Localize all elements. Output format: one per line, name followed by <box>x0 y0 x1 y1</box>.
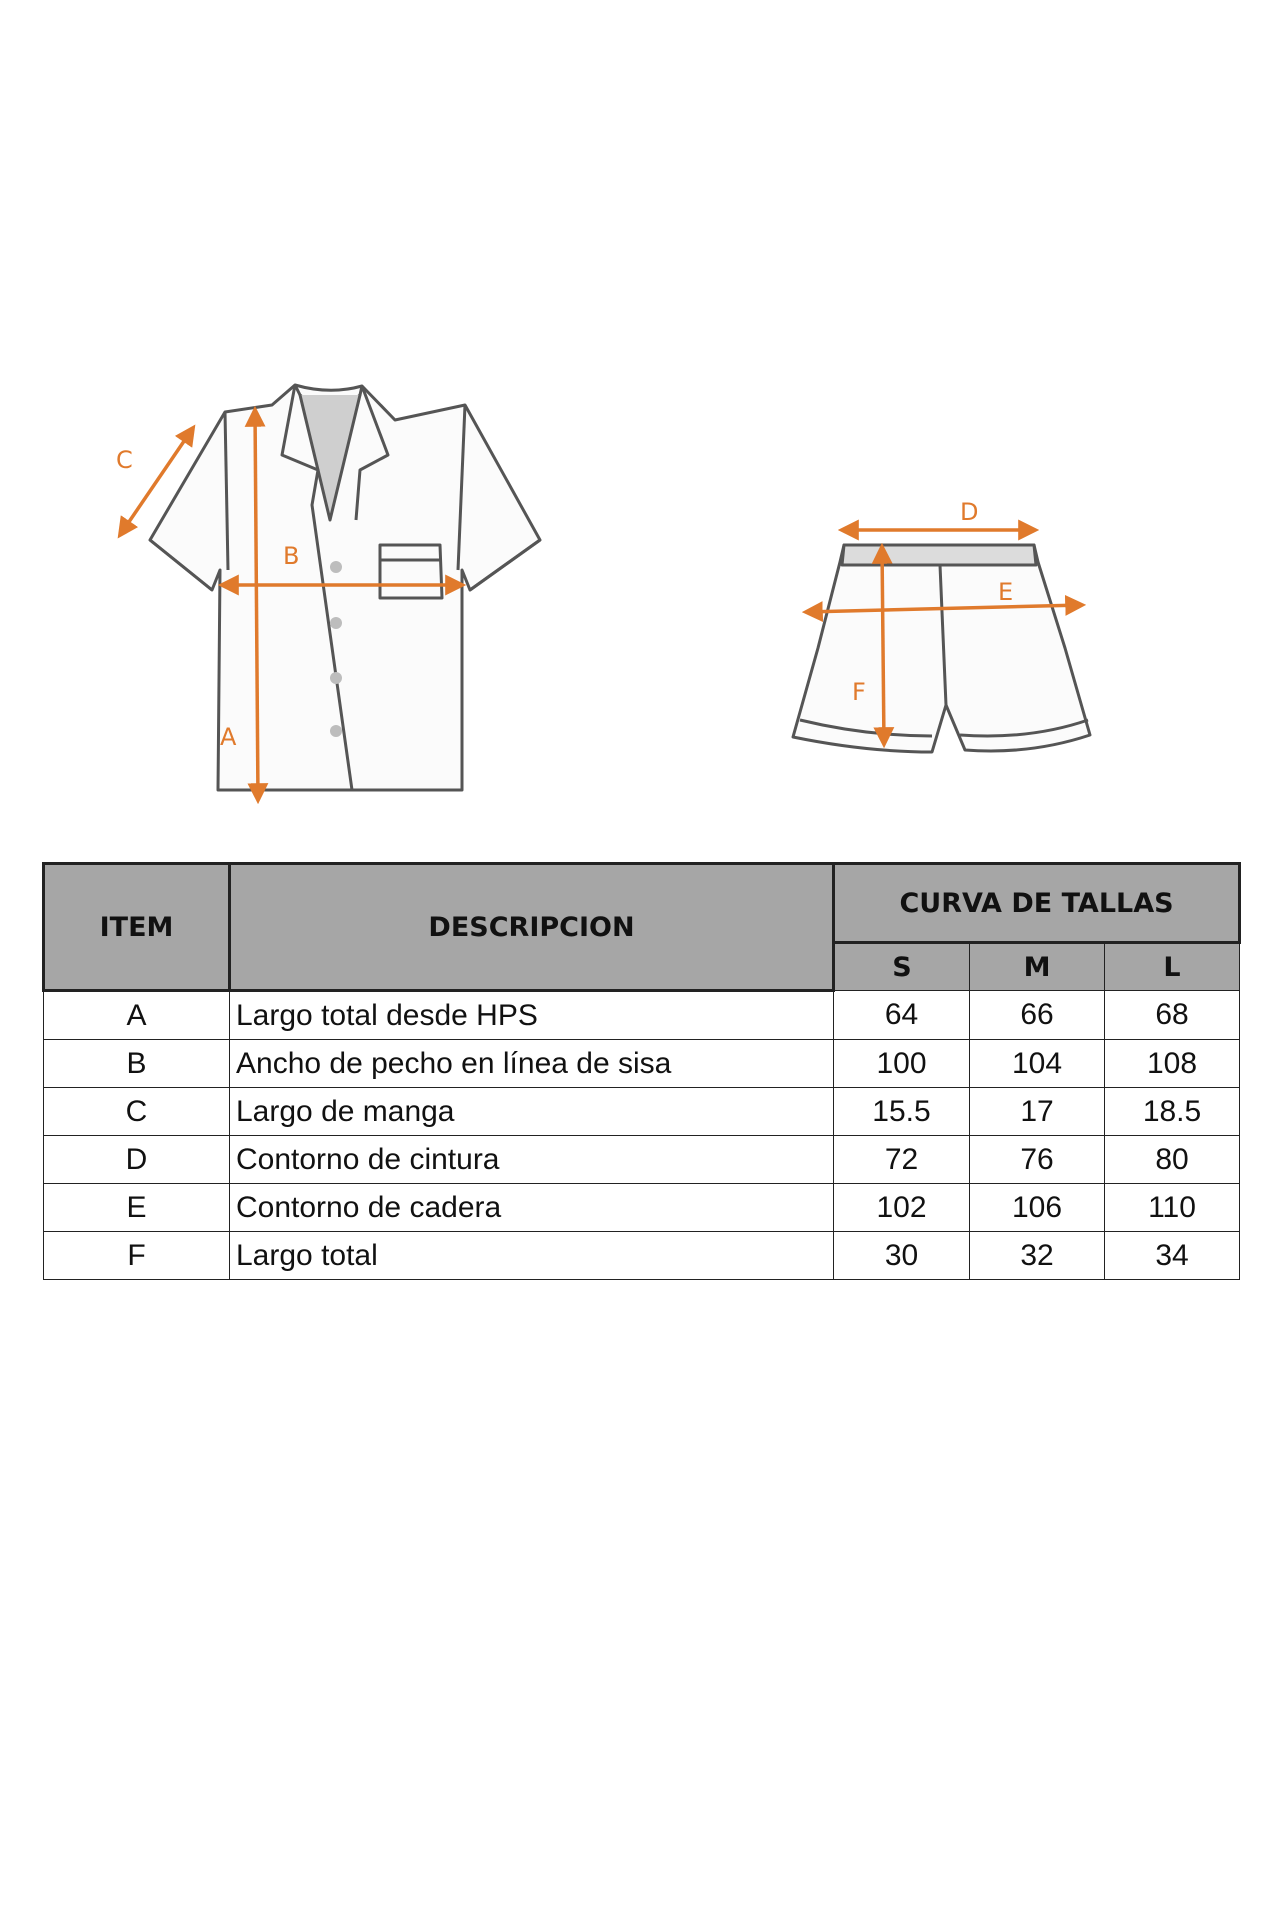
shorts-label-d: D <box>960 498 979 526</box>
row-size-m: 32 <box>970 1232 1105 1280</box>
header-description: DESCRIPCION <box>230 864 834 991</box>
row-item: D <box>44 1136 230 1184</box>
row-description: Largo total <box>230 1232 834 1280</box>
header-item: ITEM <box>44 864 230 991</box>
size-chart <box>42 862 1238 1280</box>
row-size-l: 110 <box>1105 1184 1240 1232</box>
shorts-label-f: F <box>852 678 866 706</box>
shorts-label-e: E <box>998 578 1014 606</box>
table-row <box>44 1088 1240 1136</box>
table-row <box>44 1136 1240 1184</box>
row-size-m: 76 <box>970 1136 1105 1184</box>
garment-diagram <box>0 0 1280 860</box>
row-size-s: 15.5 <box>834 1088 970 1136</box>
row-description: Largo de manga <box>230 1088 834 1136</box>
row-size-s: 102 <box>834 1184 970 1232</box>
row-size-m: 66 <box>970 991 1105 1040</box>
shorts-drawing <box>793 545 1090 752</box>
row-item: B <box>44 1040 230 1088</box>
header-size-m: M <box>970 943 1105 991</box>
row-description: Largo total desde HPS <box>230 991 834 1040</box>
row-size-m: 104 <box>970 1040 1105 1088</box>
table-row <box>44 1184 1240 1232</box>
row-size-l: 80 <box>1105 1136 1240 1184</box>
size-chart-table <box>42 862 1241 1280</box>
shirt-drawing <box>150 385 540 790</box>
row-item: F <box>44 1232 230 1280</box>
header-size-l: L <box>1105 943 1240 991</box>
row-size-s: 72 <box>834 1136 970 1184</box>
row-size-l: 68 <box>1105 991 1240 1040</box>
table-row <box>44 991 1240 1040</box>
row-size-s: 64 <box>834 991 970 1040</box>
row-size-l: 18.5 <box>1105 1088 1240 1136</box>
row-description: Contorno de cintura <box>230 1136 834 1184</box>
row-item: C <box>44 1088 230 1136</box>
table-row <box>44 1232 1240 1280</box>
table-row <box>44 1040 1240 1088</box>
row-item: A <box>44 991 230 1040</box>
header-size-s: S <box>834 943 970 991</box>
shirt-label-c: C <box>116 446 133 474</box>
garment-measurement-figure <box>0 0 1280 860</box>
row-size-l: 108 <box>1105 1040 1240 1088</box>
shirt-label-b: B <box>283 542 300 570</box>
row-size-m: 17 <box>970 1088 1105 1136</box>
row-size-s: 30 <box>834 1232 970 1280</box>
row-description: Contorno de cadera <box>230 1184 834 1232</box>
row-item: E <box>44 1184 230 1232</box>
header-size-curve: CURVA DE TALLAS <box>834 864 1240 943</box>
shirt-label-a: A <box>220 723 237 751</box>
row-size-l: 34 <box>1105 1232 1240 1280</box>
row-description: Ancho de pecho en línea de sisa <box>230 1040 834 1088</box>
row-size-m: 106 <box>970 1184 1105 1232</box>
dimension-f-line <box>882 547 884 744</box>
row-size-s: 100 <box>834 1040 970 1088</box>
